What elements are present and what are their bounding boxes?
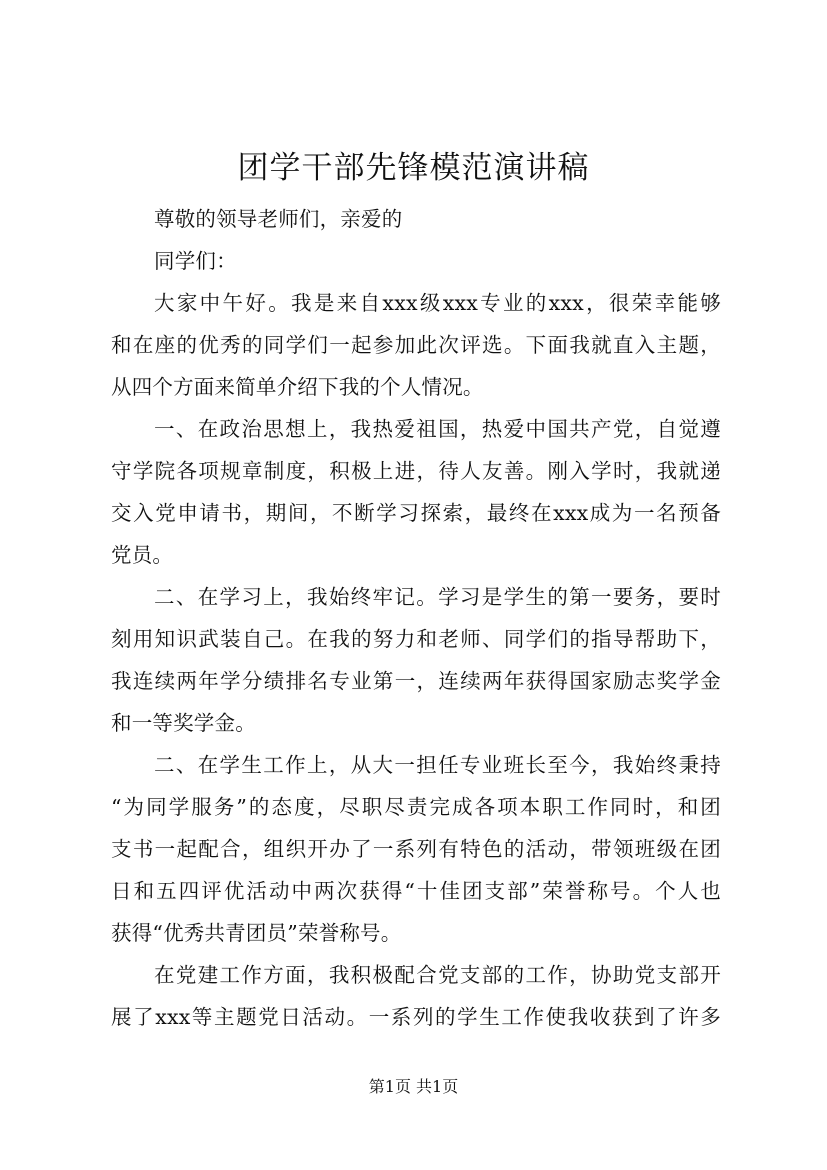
paragraph-line: 党员。 [111, 543, 174, 567]
paragraph-line: “为同学服务”的态度，尽职尽责完成各项本职工作同时，和团 [111, 795, 721, 819]
paragraph-line: 守学院各项规章制度，积极上进，待人友善。刚入学时，我就递 [111, 459, 721, 483]
page-indicator: 第1页 共1页 [368, 1077, 459, 1096]
document-title: 团学干部先锋模范演讲稿 [237, 150, 590, 186]
paragraph-line: 从四个方面来简单介绍下我的个人情况。 [111, 375, 484, 399]
page-footer [0, 1076, 827, 1098]
greeting-line: 同学们： [154, 249, 237, 273]
paragraph-line: 一、在政治思想上，我热爱祖国，热爱中国共产党，自觉遵 [154, 417, 721, 441]
paragraph-line: 和在座的优秀的同学们一起参加此次评选。下面我就直入主题， [111, 333, 721, 357]
paragraph-line: 和一等奖学金。 [111, 711, 256, 735]
paragraph-line: 大家中午好。我是来自xxx级xxx专业的xxx，很荣幸能够 [154, 291, 721, 315]
paragraph-line: 展了xxx等主题党日活动。一系列的学生工作使我收获到了许多 [111, 1005, 721, 1029]
paragraph-line: 日和五四评优活动中两次获得“十佳团支部”荣誉称号。个人也 [111, 879, 721, 903]
paragraph-line: 刻用知识武装自己。在我的努力和老师、同学们的指导帮助下， [111, 627, 721, 651]
paragraph-line: 交入党申请书，期间，不断学习探索，最终在xxx成为一名预备 [111, 501, 721, 525]
document-body [111, 198, 721, 1038]
paragraph-line: 我连续两年学分绩排名专业第一，连续两年获得国家励志奖学金 [111, 669, 721, 693]
paragraph-line: 二、在学习上，我始终牢记。学习是学生的第一要务，要时 [154, 585, 721, 609]
paragraph-line: 获得“优秀共青团员”荣誉称号。 [111, 921, 402, 945]
greeting-line: 尊敬的领导老师们，亲爱的 [154, 207, 403, 231]
paragraph-line: 支书一起配合，组织开办了一系列有特色的活动，带领班级在团 [111, 837, 721, 861]
paragraph-line: 二、在学生工作上，从大一担任专业班长至今，我始终秉持 [154, 753, 721, 777]
paragraph-line: 在党建工作方面，我积极配合党支部的工作，协助党支部开 [154, 963, 721, 987]
